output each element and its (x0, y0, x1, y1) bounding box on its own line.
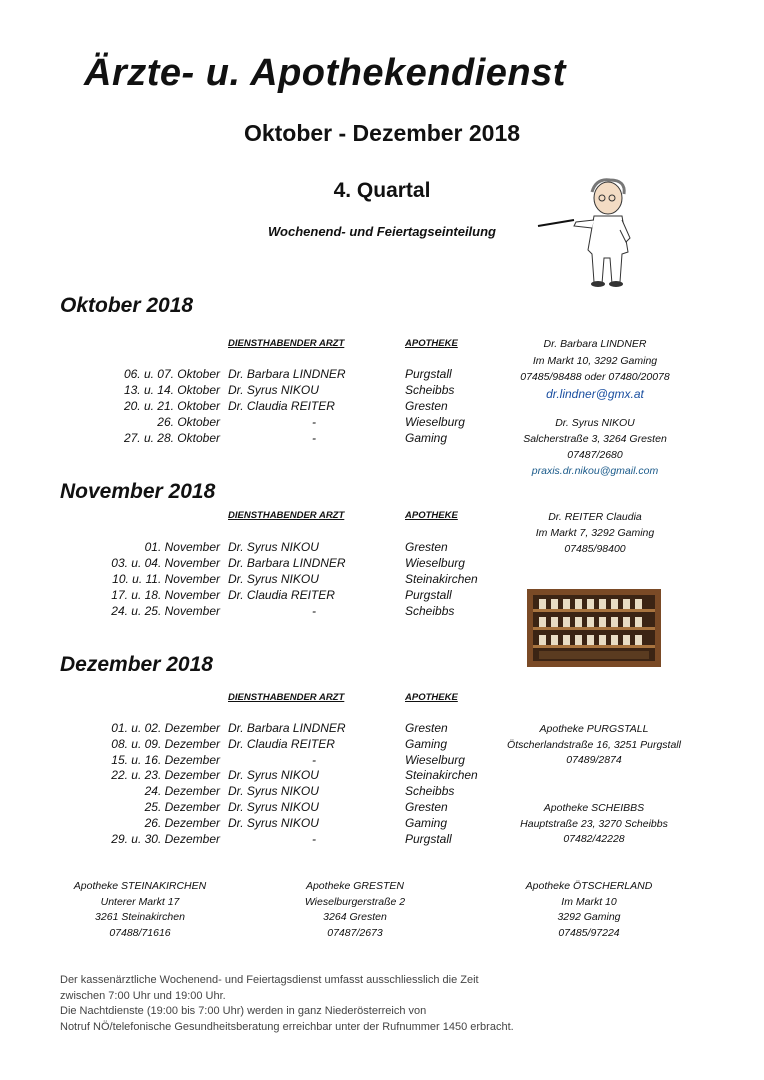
row-pharmacy: Gresten (405, 721, 448, 735)
december-doctor-header: DIENSTHABENDER ARZT (228, 692, 345, 703)
november-heading: November 2018 (60, 480, 216, 503)
row-date: 26. Oktober (157, 415, 220, 429)
row-doctor: Dr. Syrus NIKOU (228, 540, 319, 554)
row-pharmacy: Gaming (405, 737, 448, 751)
row-pharmacy: Gaming (405, 431, 448, 445)
contact-name: Dr. Barbara LINDNER (543, 338, 647, 350)
contact-phone: 07482/42228 (563, 833, 625, 846)
contact-name: Dr. Syrus NIKOU (555, 417, 635, 429)
row-date: 06. u. 07. Oktober (123, 367, 220, 381)
contact-phone: 07488/71616 (109, 926, 171, 939)
footer-line: Notruf NÖ/telefonische Gesundheitsberatung erreichbar unter der Rufnummer 1450 erbracht. (60, 1020, 514, 1033)
contact-apotheke-purgstall (484, 722, 704, 769)
contact-phone: 07485/98400 (564, 543, 626, 555)
row-doctor: Dr. Barbara LINDNER (228, 556, 346, 570)
row-pharmacy: Gresten (405, 399, 448, 413)
row-date: 25. Dezember (144, 800, 220, 814)
row-pharmacy: Purgstall (405, 367, 452, 381)
row-doctor: - (312, 753, 316, 767)
row-date: 17. u. 18. November (111, 588, 220, 602)
row-date: 13. u. 14. Oktober (123, 383, 220, 397)
row-date: 10. u. 11. November (112, 572, 220, 586)
row-doctor: - (312, 415, 316, 429)
row-date: 29. u. 30. Dezember (111, 832, 220, 846)
page-title: Ärzte- u. Apothekendienst (84, 52, 566, 94)
contact-name: Apotheke GRESTEN (305, 880, 405, 892)
footer-note (60, 973, 620, 1035)
contact-apotheke-steinakirchen (50, 879, 230, 941)
row-date: 22. u. 23. Dezember (111, 768, 220, 782)
row-doctor: Dr. Claudia REITER (228, 737, 335, 751)
row-doctor: Dr. Claudia REITER (228, 588, 335, 602)
row-pharmacy: Wieselburg (405, 753, 465, 767)
row-pharmacy: Gresten (405, 800, 448, 814)
row-doctor: Dr. Syrus NIKOU (228, 572, 319, 586)
doctor-illustration (530, 172, 660, 290)
table-row (0, 556, 764, 572)
october-pharmacy-header: APOTHEKE (405, 338, 458, 349)
contact-phone: 07485/98488 oder 07480/20078 (520, 371, 670, 384)
row-pharmacy: Wieselburg (405, 415, 465, 429)
contact-nikou (490, 415, 700, 479)
october-doctor-header: DIENSTHABENDER ARZT (228, 338, 345, 349)
november-doctor-header: DIENSTHABENDER ARZT (228, 510, 345, 521)
row-date: 24. Dezember (144, 784, 220, 798)
row-date: 01. u. 02. Dezember (111, 721, 220, 735)
row-doctor: - (312, 604, 316, 618)
row-pharmacy: Gaming (405, 816, 448, 830)
december-heading: Dezember 2018 (60, 653, 213, 676)
row-date: 20. u. 21. Oktober (123, 399, 220, 413)
row-doctor: Dr. Barbara LINDNER (228, 721, 346, 735)
row-date: 08. u. 09. Dezember (111, 737, 220, 751)
contact-name: Apotheke SCHEIBBS (543, 802, 645, 814)
contact-name: Apotheke STEINAKIRCHEN (73, 880, 207, 892)
row-doctor: - (312, 832, 316, 846)
december-pharmacy-header: APOTHEKE (405, 692, 458, 703)
row-doctor: Dr. Syrus NIKOU (228, 383, 319, 397)
row-doctor: Dr. Barbara LINDNER (228, 367, 346, 381)
row-doctor: Dr. Syrus NIKOU (228, 816, 319, 830)
row-pharmacy: Steinakirchen (405, 572, 478, 586)
row-date: 26. Dezember (144, 816, 220, 830)
row-pharmacy: Scheibbs (405, 604, 455, 618)
contact-email-link[interactable]: praxis.dr.nikou@gmail.com (531, 465, 659, 477)
row-date: 01. November (144, 540, 220, 554)
contact-phone: 07487/2680 (567, 449, 623, 461)
row-date: 15. u. 16. Dezember (111, 753, 220, 767)
contact-reiter (490, 509, 700, 557)
contact-apotheke-oetscherland (504, 879, 674, 941)
contact-lindner (490, 336, 700, 402)
row-doctor: Dr. Syrus NIKOU (228, 784, 319, 798)
footer-line: Die Nachtdienste (19:00 bis 7:00 Uhr) werden in ganz Niederösterreich von (60, 1005, 427, 1018)
schedule-subtitle: Wochenend- und Feiertagseinteilung (268, 224, 496, 239)
row-pharmacy: Scheibbs (405, 784, 455, 798)
contact-town: 3292 Gaming (557, 911, 621, 924)
quarter-title: 4. Quartal (333, 179, 431, 202)
row-doctor: Dr. Claudia REITER (228, 399, 335, 413)
contact-address: Im Markt 10, 3292 Gaming (532, 354, 658, 367)
contact-street: Unterer Markt 17 (100, 895, 180, 908)
contact-address: Salcherstraße 3, 3264 Gresten (523, 433, 667, 445)
contact-phone: 07487/2673 (327, 926, 383, 939)
contact-address: Ötscherlandstraße 16, 3251 Purgstall (507, 738, 681, 751)
row-pharmacy: Steinakirchen (405, 768, 478, 782)
table-row (0, 784, 764, 800)
row-date: 24. u. 25. November (111, 604, 220, 618)
row-date: 27. u. 28. Oktober (123, 431, 220, 445)
contact-apotheke-gresten (270, 879, 440, 941)
footer-line: Der kassenärztliche Wochenend- und Feiertagsdienst umfasst ausschliesslich die Zeit (60, 974, 479, 986)
november-pharmacy-header: APOTHEKE (405, 510, 458, 521)
row-pharmacy: Purgstall (405, 588, 452, 602)
row-date: 03. u. 04. November (111, 556, 220, 570)
pharmacy-shelf-image (527, 589, 661, 667)
contact-name: Apotheke PURGSTALL (539, 723, 649, 735)
row-pharmacy: Wieselburg (405, 556, 465, 570)
contact-apotheke-scheibbs (484, 801, 704, 848)
contact-town: 3264 Gresten (323, 911, 387, 924)
footer-line: zwischen 7:00 Uhr und 19:00 Uhr. (60, 989, 226, 1002)
contact-street: Wieselburgerstraße 2 (304, 895, 406, 908)
contact-email-link[interactable]: dr.lindner@gmx.at (546, 386, 644, 401)
row-doctor: Dr. Syrus NIKOU (228, 800, 319, 814)
table-row (0, 768, 764, 784)
contact-town: 3261 Steinakirchen (95, 911, 185, 924)
row-doctor: Dr. Syrus NIKOU (228, 768, 319, 782)
contact-phone: 07485/97224 (558, 926, 620, 939)
row-pharmacy: Gresten (405, 540, 448, 554)
period-title: Oktober - Dezember 2018 (243, 120, 521, 146)
contact-address: Hauptstraße 23, 3270 Scheibbs (520, 817, 668, 830)
contact-phone: 07489/2874 (566, 754, 622, 767)
contact-name: Apotheke ÖTSCHERLAND (525, 880, 653, 892)
october-heading: Oktober 2018 (60, 294, 194, 317)
contact-address: Im Markt 7, 3292 Gaming (535, 527, 655, 539)
contact-street: Im Markt 10 (561, 895, 617, 908)
table-row (0, 572, 764, 588)
row-pharmacy: Purgstall (405, 832, 452, 846)
row-pharmacy: Scheibbs (405, 383, 455, 397)
row-doctor: - (312, 431, 316, 445)
contact-name: Dr. REITER Claudia (548, 511, 642, 523)
